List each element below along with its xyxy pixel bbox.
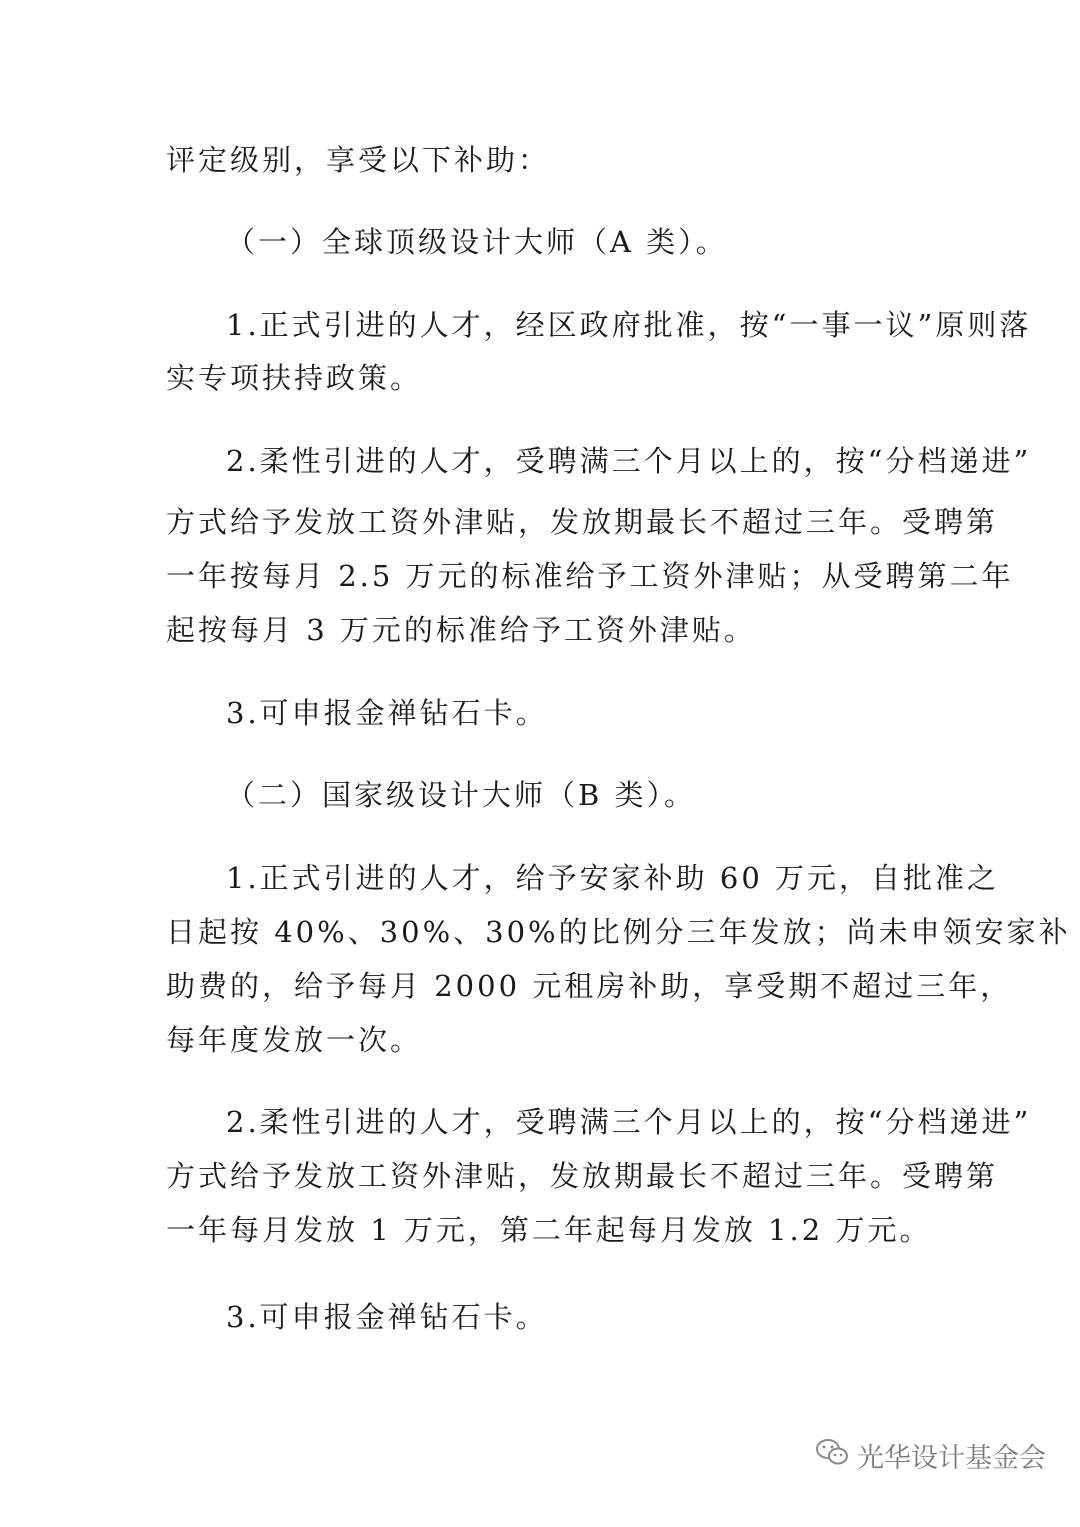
watermark-text: 光华设计基金会 [857, 1443, 1046, 1474]
paragraph-line: 起按每月 3 万元的标准给予工资外津贴。 [166, 613, 756, 647]
paragraph-line: 一年按每月 2.5 万元的标准给予工资外津贴；从受聘第二年 [166, 559, 1014, 593]
wechat-icon [815, 1437, 849, 1474]
paragraph-line: 方式给予发放工资外津贴，发放期最长不超过三年。受聘第 [166, 505, 999, 539]
paragraph-line: 实专项扶持政策。 [166, 361, 423, 395]
paragraph-line: 助费的，给予每月 2000 元租房补助，享受期不超过三年， [166, 969, 1013, 1003]
paragraph-line: 日起按 40%、30%、30%的比例分三年发放；尚未申领安家补 [166, 915, 1071, 949]
paragraph-line: 方式给予发放工资外津贴，发放期最长不超过三年。受聘第 [166, 1159, 999, 1193]
section-heading-b: （二）国家级设计大师（B 类）。 [226, 778, 697, 812]
paragraph-line: 2.柔性引进的人才，受聘满三个月以上的，按“分档递进” [226, 444, 1032, 478]
watermark [815, 1436, 1046, 1475]
paragraph-line: 评定级别，享受以下补助： [166, 143, 551, 177]
paragraph-line: 每年度发放一次。 [166, 1023, 423, 1057]
paragraph-line: 一年每月发放 1 万元，第二年起每月发放 1.2 万元。 [166, 1213, 932, 1247]
paragraph-line: 1.正式引进的人才，经区政府批准，按“一事一议”原则落 [226, 308, 1032, 342]
paragraph-line: 2.柔性引进的人才，受聘满三个月以上的，按“分档递进” [226, 1105, 1032, 1139]
paragraph-line: 3.可申报金禅钻石卡。 [226, 696, 548, 730]
section-heading-a: （一）全球顶级设计大师（A 类）。 [226, 225, 728, 259]
paragraph-line: 3.可申报金禅钻石卡。 [226, 1300, 548, 1334]
paragraph-line: 1.正式引进的人才，给予安家补助 60 万元，自批准之 [226, 861, 1000, 895]
